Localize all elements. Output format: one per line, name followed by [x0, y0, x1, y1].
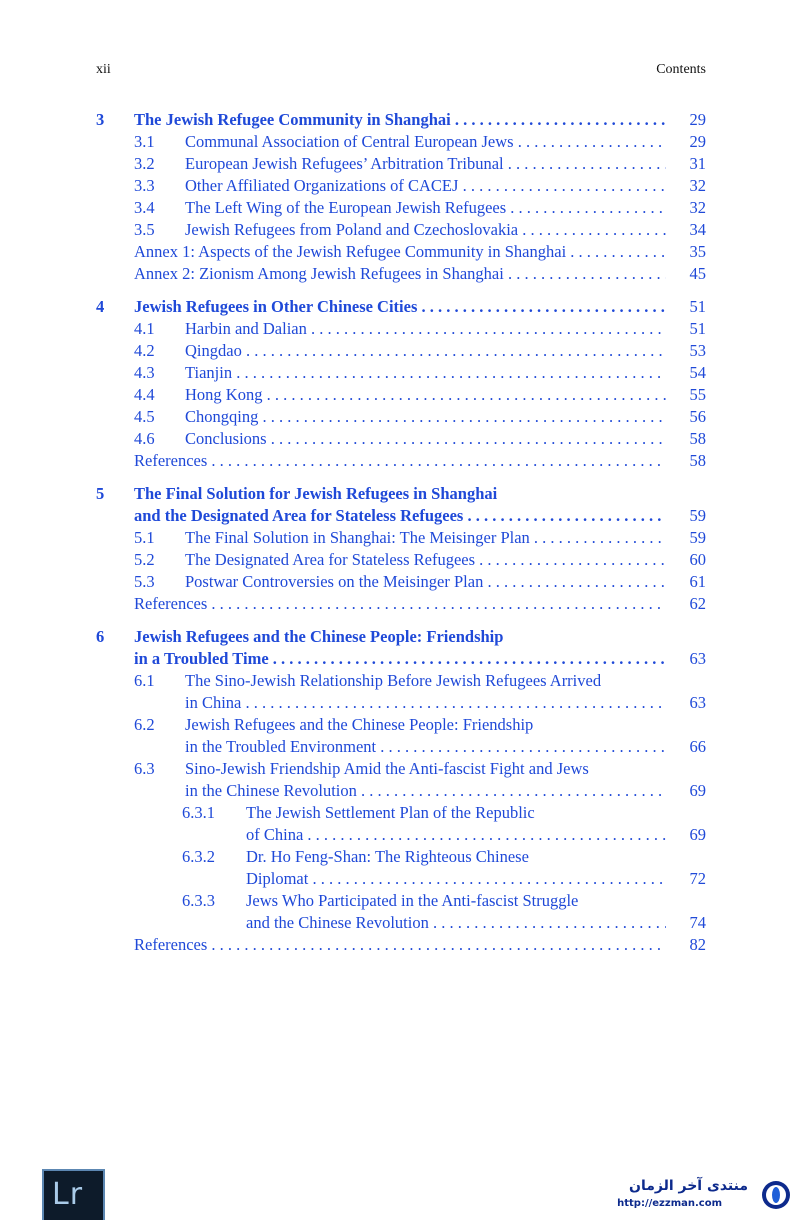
toc-entry-page: 56 [689, 407, 706, 426]
toc-entry[interactable] [96, 428, 706, 450]
toc-entry[interactable] [96, 824, 706, 846]
watermark-title: منتدى آخر الزمان [629, 1178, 748, 1194]
toc-entry[interactable] [96, 692, 706, 714]
toc-entry-page: 74 [689, 913, 706, 932]
toc-entry-page: 29 [689, 110, 706, 129]
toc-entry-title: The Jewish Settlement Plan of the Republic [246, 803, 535, 822]
toc-entry-title: Postwar Controversies on the Meisinger Plan . . . [185, 571, 666, 593]
toc-entry[interactable] [96, 505, 706, 527]
toc-entry-title: Diplomat . . . [246, 868, 666, 890]
toc-chapter-block [96, 626, 706, 956]
lightroom-logo-text: Lr [52, 1177, 84, 1212]
toc-entry-page: 34 [689, 220, 706, 239]
toc-entry-title: and the Chinese Revolution . . . [246, 912, 666, 934]
toc-entry-page: 35 [689, 242, 706, 261]
toc-entry[interactable] [96, 626, 706, 648]
toc-entry[interactable] [96, 758, 706, 780]
toc-entry-title: European Jewish Refugees’ Arbitration Tribunal . . . [185, 153, 666, 175]
toc-entry-page: 58 [689, 451, 706, 470]
toc-entry-number: 5 [96, 484, 105, 503]
toc-entry-page: 66 [689, 737, 706, 756]
toc-entry-number: 4.4 [134, 385, 155, 404]
toc-entry-number: 6 [96, 627, 105, 646]
toc-entry[interactable] [96, 197, 706, 219]
toc-entry-title: The Final Solution for Jewish Refugees in Shanghai [134, 484, 498, 503]
toc-entry-page: 55 [689, 385, 706, 404]
toc-entry-page: 69 [689, 825, 706, 844]
toc-entry-title: in the Chinese Revolution . . . [185, 780, 666, 802]
toc-entry-number: 4.2 [134, 341, 155, 360]
toc-entry-title: Dr. Ho Feng-Shan: The Righteous Chinese [246, 847, 529, 866]
toc-entry-title: of China . . . [246, 824, 666, 846]
toc-entry[interactable] [96, 296, 706, 318]
toc-entry-number: 6.1 [134, 671, 155, 690]
toc-entry[interactable] [96, 406, 706, 428]
toc-entry-number: 4.5 [134, 407, 155, 426]
toc-entry-title: Sino-Jewish Friendship Amid the Anti-fascist Fight and Jews [185, 759, 589, 778]
running-title: Contents [656, 62, 706, 77]
toc-entry-title: The Left Wing of the European Jewish Refugees . . . [185, 197, 666, 219]
toc-entry[interactable] [96, 527, 706, 549]
toc-entry-title: Tianjin . . . [185, 362, 666, 384]
toc-entry[interactable] [96, 450, 706, 472]
toc-entry-number: 5.1 [134, 528, 155, 547]
toc-entry[interactable] [96, 648, 706, 670]
toc-entry-number: 6.3.2 [182, 847, 215, 866]
toc-entry-title: Harbin and Dalian . . . [185, 318, 666, 340]
toc-entry-page: 51 [689, 319, 706, 338]
toc-entry-page: 51 [689, 297, 706, 316]
toc-entry[interactable] [96, 736, 706, 758]
toc-entry[interactable] [96, 241, 706, 263]
toc-entry[interactable] [96, 131, 706, 153]
toc-entry-number: 6.3 [134, 759, 155, 778]
toc-entry-number: 6.3.3 [182, 891, 215, 910]
toc-entry-number: 4.3 [134, 363, 155, 382]
toc-entry[interactable] [96, 153, 706, 175]
toc-entry-number: 6.2 [134, 715, 155, 734]
toc-entry-page: 72 [689, 869, 706, 888]
toc-entry-title: References . . . [134, 593, 666, 615]
toc-entry-title: References . . . [134, 934, 666, 956]
toc-entry-title: References . . . [134, 450, 666, 472]
toc-entry-title: Annex 1: Aspects of the Jewish Refugee Community in Shanghai . . . [134, 241, 666, 263]
toc-entry-page: 63 [689, 649, 706, 668]
toc-entry-page: 59 [689, 506, 706, 525]
toc-entry[interactable] [96, 318, 706, 340]
toc-entry-page: 61 [689, 572, 706, 591]
toc-entry[interactable] [96, 780, 706, 802]
toc-entry[interactable] [96, 263, 706, 285]
toc-entry-title: Jewish Refugees in Other Chinese Cities . . . [134, 296, 666, 318]
toc-entry-title: in the Troubled Environment . . . [185, 736, 666, 758]
toc-entry[interactable] [96, 802, 706, 824]
toc-entry-title: and the Designated Area for Stateless Refugees . . . [134, 505, 666, 527]
toc-entry-title: Jewish Refugees and the Chinese People: Friendship [185, 715, 534, 734]
toc-entry-title: in a Troubled Time . . . [134, 648, 666, 670]
watermark-url: http://ezzman.com [617, 1198, 722, 1209]
toc-entry[interactable] [96, 219, 706, 241]
toc-chapter-block [96, 296, 706, 472]
toc-entry-title: The Sino-Jewish Relationship Before Jewish Refugees Arrived [185, 671, 602, 690]
toc-entry-page: 29 [689, 132, 706, 151]
toc-entry-number: 3.4 [134, 198, 155, 217]
toc-entry[interactable] [96, 571, 706, 593]
toc-entry-page: 31 [689, 154, 706, 173]
toc-entry-number: 5.2 [134, 550, 155, 569]
toc-entry-number: 3.5 [134, 220, 155, 239]
toc-entry-title: Communal Association of Central European Jews . . . [185, 131, 666, 153]
toc-entry-page: 63 [689, 693, 706, 712]
toc-entry-number: 5.3 [134, 572, 155, 591]
toc-entry-title: The Designated Area for Stateless Refugees . . . [185, 549, 666, 571]
toc-entry-title: Chongqing . . . [185, 406, 666, 428]
toc-entry-page: 69 [689, 781, 706, 800]
toc-entry-title: The Final Solution in Shanghai: The Meisinger Plan . . . [185, 527, 666, 549]
toc-entry[interactable] [96, 846, 706, 868]
toc-entry-title: The Jewish Refugee Community in Shanghai . . . [134, 109, 666, 131]
toc-entry[interactable] [96, 593, 706, 615]
toc-entry[interactable] [96, 109, 706, 131]
toc-entry[interactable] [96, 362, 706, 384]
toc-entry-page: 82 [689, 935, 706, 954]
toc-entry-title: Other Affiliated Organizations of CACEJ . . . [185, 175, 666, 197]
toc-entry[interactable] [96, 549, 706, 571]
toc-entry-page: 54 [689, 363, 706, 382]
toc-entry[interactable] [96, 890, 706, 912]
shield-logo-icon [760, 1179, 792, 1211]
toc-entry-page: 32 [689, 198, 706, 217]
toc-entry-number: 4.6 [134, 429, 155, 448]
toc-entry-title: in China . . . [185, 692, 666, 714]
toc-entry-page: 60 [689, 550, 706, 569]
toc-entry[interactable] [96, 934, 706, 956]
table-of-contents [96, 109, 706, 967]
toc-entry-page: 32 [689, 176, 706, 195]
toc-entry-title: Jewish Refugees from Poland and Czechoslovakia . . . [185, 219, 666, 241]
toc-entry-title: Qingdao . . . [185, 340, 666, 362]
toc-entry-title: Hong Kong . . . [185, 384, 666, 406]
toc-entry-number: 3.3 [134, 176, 155, 195]
toc-entry-number: 4 [96, 297, 105, 316]
toc-entry-page: 53 [689, 341, 706, 360]
forum-watermark [600, 1176, 800, 1220]
toc-entry[interactable] [96, 483, 706, 505]
toc-entry-page: 62 [689, 594, 706, 613]
toc-chapter-block [96, 483, 706, 615]
lightroom-badge [42, 1169, 105, 1220]
toc-entry[interactable] [96, 670, 706, 692]
toc-entry-title: Conclusions . . . [185, 428, 666, 450]
toc-entry-number: 3.2 [134, 154, 155, 173]
toc-entry-page: 59 [689, 528, 706, 547]
toc-entry-title: Annex 2: Zionism Among Jewish Refugees in Shanghai . . . [134, 263, 666, 285]
toc-entry-number: 3.1 [134, 132, 155, 151]
toc-entry[interactable] [96, 868, 706, 890]
toc-entry[interactable] [96, 912, 706, 934]
toc-entry-title: Jewish Refugees and the Chinese People: Friendship [134, 627, 504, 646]
toc-entry-title: Jews Who Participated in the Anti-fascist Struggle [246, 891, 579, 910]
toc-entry-number: 6.3.1 [182, 803, 215, 822]
toc-entry[interactable] [96, 175, 706, 197]
page-number: xii [96, 62, 111, 77]
toc-entry[interactable] [96, 714, 706, 736]
toc-entry[interactable] [96, 384, 706, 406]
toc-entry-number: 4.1 [134, 319, 155, 338]
toc-chapter-block [96, 109, 706, 285]
toc-entry-number: 3 [96, 110, 105, 129]
toc-entry-page: 45 [689, 264, 706, 283]
toc-entry[interactable] [96, 340, 706, 362]
toc-entry-page: 58 [689, 429, 706, 448]
